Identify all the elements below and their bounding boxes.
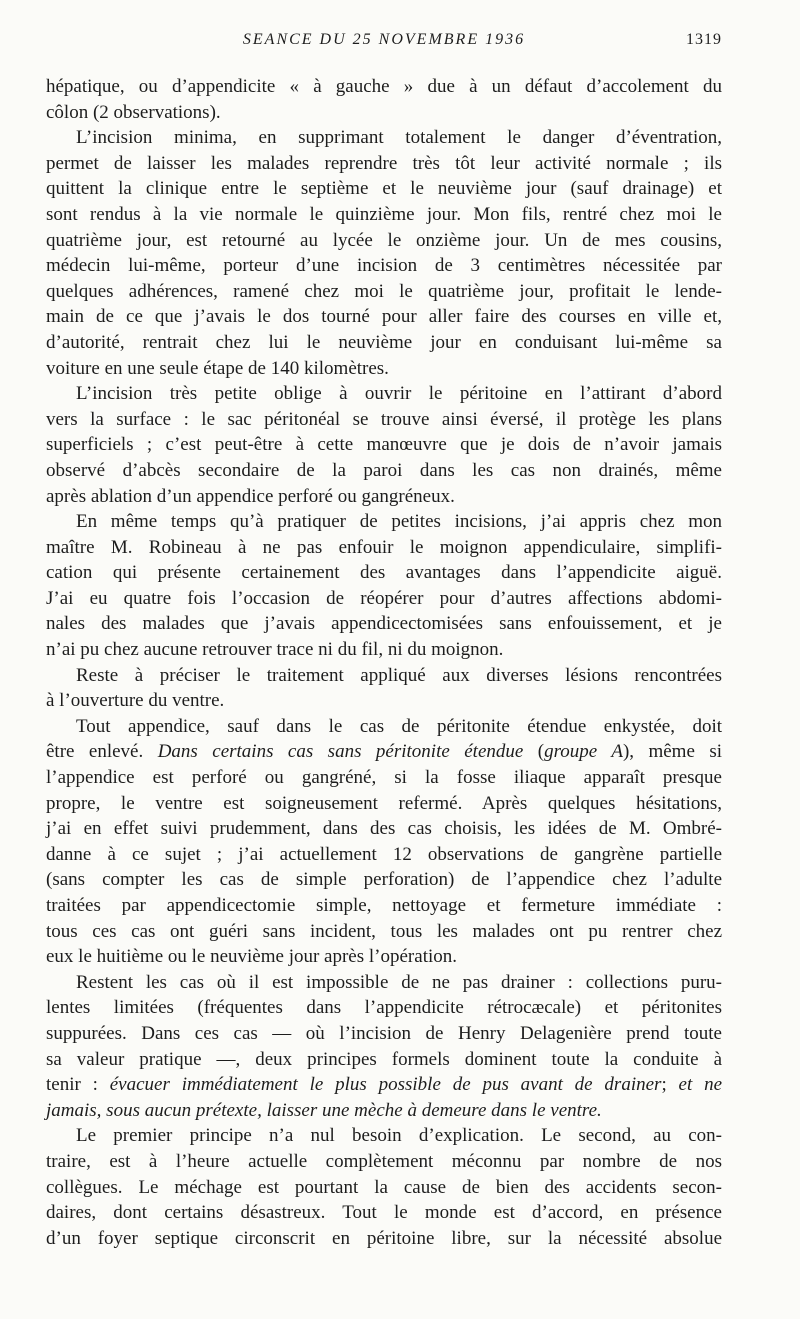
text-line: J’ai eu quatre fois l’occasion de réopérer pour d’autres affections abdomi- xyxy=(46,587,722,609)
text-line: quelques adhérences, ramené chez moi le quatrième jour, profitait le lende- xyxy=(46,280,722,302)
text-line: quatrième jour, est retourné au lycée le onzième jour. Un de mes cousins, xyxy=(46,229,722,251)
text-line: tous ces cas ont guéri sans incident, tous les malades ont pu rentrer chez xyxy=(46,920,722,942)
text-line: En même temps qu’à pratiquer de petites incisions, j’ai appris chez mon xyxy=(76,511,722,533)
text-line: côlon (2 observations). xyxy=(46,101,221,123)
italic-run: groupe A xyxy=(544,741,623,763)
text-line: superficiels ; c’est peut-être à cette manœuvre que je dois de n’avoir jamais xyxy=(46,434,722,456)
header-title: SEANCE DU 25 NOVEMBRE 1936 xyxy=(242,31,526,48)
text-line: médecin lui-même, porteur d’une incision de 3 centimètres nécessitée par xyxy=(46,255,722,277)
text-line: hépatique, ou d’appendicite « à gauche » due à un défaut d’accolement du xyxy=(46,76,722,97)
text-run: tenir : xyxy=(46,1074,98,1096)
text-line: traire, est à l’heure actuelle complètement méconnu par nombre de nos xyxy=(46,1150,722,1172)
text-line: d’autorité, rentrait chez lui le neuvième jour en conduisant lui-même sa xyxy=(46,331,722,353)
text-line: Le premier principe n’a nul besoin d’explication. Le second, au con- xyxy=(76,1125,722,1147)
text-line: n’ai pu chez aucune retrouver trace ni du fil, ni du moignon. xyxy=(46,639,504,661)
text-line: main de ce que j’avais le dos tourné pour aller faire des courses en ville et, xyxy=(46,306,722,328)
text-run: être enlevé. xyxy=(46,741,144,763)
text-line: nales des malades que j’avais appendicectomisées sans enfouissement, et je xyxy=(46,613,722,635)
text-run: ( xyxy=(537,741,545,763)
text-run: ), même si xyxy=(622,741,722,763)
text-line: cation qui présente certainement des avantages dans l’appendicite aiguë. xyxy=(46,562,722,584)
text-line: Tout appendice, sauf dans le cas de péritonite étendue enkystée, doit xyxy=(76,715,722,737)
text-line: traitées par appendicectomie simple, nettoyage et fermeture immédiate : xyxy=(46,895,722,916)
italic-run: Dans certains cas sans péritonite étendue xyxy=(157,741,524,763)
running-header xyxy=(46,31,722,55)
text-line: L’incision minima, en supprimant totalement le danger d’éventration, xyxy=(76,127,722,149)
body-text xyxy=(46,74,722,1251)
text-line: Reste à préciser le traitement appliqué aux diverses lésions rencontrées xyxy=(76,664,722,686)
text-line: voiture en une seule étape de 140 kilomètres. xyxy=(46,357,389,379)
text-line: collègues. Le méchage est pourtant la cause de bien des accidents secon- xyxy=(46,1176,722,1198)
text-line: propre, le ventre est soigneusement refermé. Après quelques hésitations, xyxy=(46,792,722,814)
italic-run: et ne xyxy=(678,1074,723,1096)
text-line: j’ai en effet suivi prudemment, dans des cas choisis, les idées de M. Ombré- xyxy=(46,818,722,840)
text-line-mixed xyxy=(46,1072,722,1098)
text-line: à l’ouverture du ventre. xyxy=(46,690,225,712)
text-run: ; xyxy=(661,1074,667,1096)
text-line: suppurées. Dans ces cas — où l’incision de Henry Delagenière prend toute xyxy=(46,1022,722,1044)
text-line: eux le huitième ou le neuvième jour après l’opération. xyxy=(46,946,457,968)
text-line: permet de laisser les malades reprendre très tôt leur activité normale ; ils xyxy=(46,152,722,174)
text-line-italic: jamais, sous aucun prétexte, laisser une mèche à demeure dans le ventre. xyxy=(46,1099,602,1121)
text-line: lentes limitées (fréquentes dans l’appendicite rétrocæcale) et péritonites xyxy=(46,997,722,1019)
text-line: d’un foyer septique circonscrit en péritoine libre, sur la nécessité absolue xyxy=(46,1227,722,1249)
text-line-mixed xyxy=(46,739,722,765)
italic-run: évacuer immédiatement le plus possible de pus avant de drainer xyxy=(109,1074,662,1096)
text-line: L’incision très petite oblige à ouvrir le péritoine en l’attirant d’abord xyxy=(76,383,722,405)
text-line: observé d’abcès secondaire de la paroi dans les cas non drainés, même xyxy=(46,459,722,481)
text-line: sa valeur pratique —, deux principes formels dominent toute la conduite à xyxy=(46,1048,722,1070)
text-line: (sans compter les cas de simple perforation) de l’appendice chez l’adulte xyxy=(46,869,722,891)
text-line: après ablation d’un appendice perforé ou gangréneux. xyxy=(46,485,455,507)
text-line: quittent la clinique entre le septième et le neuvième jour (sauf drainage) et xyxy=(46,178,722,200)
text-line: daires, dont certains désastreux. Tout le monde est d’accord, en présence xyxy=(46,1202,722,1224)
text-line: vers la surface : le sac péritonéal se trouve ainsi éversé, il protège les plans xyxy=(46,408,722,430)
text-line: Restent les cas où il est impossible de ne pas drainer : collections puru- xyxy=(76,971,722,993)
text-line: l’appendice est perforé ou gangréné, si la fosse iliaque apparaît presque xyxy=(46,767,722,789)
text-line: sont rendus à la vie normale le quinzième jour. Mon fils, rentré chez moi le xyxy=(46,203,722,225)
text-line: danne à ce sujet ; j’ai actuellement 12 observations de gangrène partielle xyxy=(46,843,722,865)
text-line: maître M. Robineau à ne pas enfouir le moignon appendiculaire, simplifi- xyxy=(46,536,722,558)
page-number: 1319 xyxy=(686,31,722,48)
